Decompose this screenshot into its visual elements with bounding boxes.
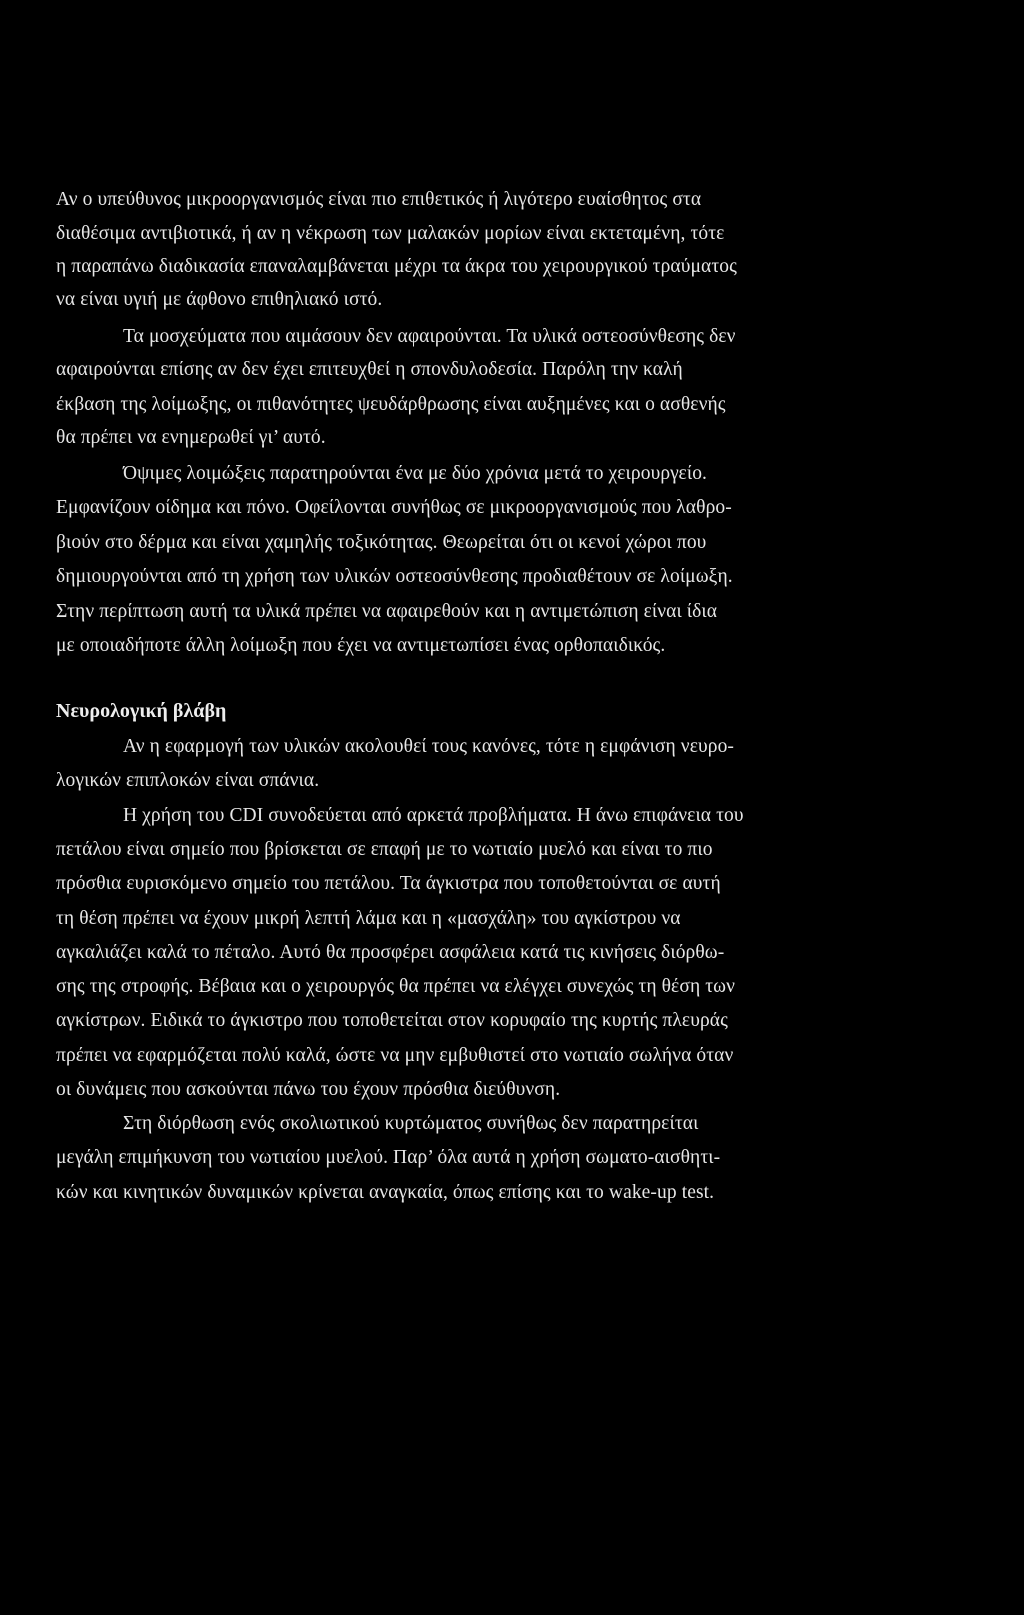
paragraph-line: Τα μοσχεύματα που αιμάσουν δεν αφαιρούνται. Τα υλικά οστεοσύνθεσης δεν — [123, 326, 736, 347]
paragraph-line: τη θέση πρέπει να έχουν μικρή λεπτή λάμα και η «μασχάλη» του αγκίστρου να — [56, 908, 681, 929]
paragraph-line: λογικών επιπλοκών είναι σπάνια. — [56, 770, 320, 791]
paragraph-line: να είναι υγιή με άφθονο επιθηλιακό ιστό. — [56, 289, 383, 310]
paragraph-line: Όψιμες λοιμώξεις παρατηρούνται ένα με δύο χρόνια μετά το χειρουργείο. — [123, 463, 708, 484]
paragraph-line: αφαιρούνται επίσης αν δεν έχει επιτευχθεί η σπονδυλοδεσία. Παρόλη την καλή — [56, 359, 683, 380]
paragraph-line: βιούν στο δέρμα και είναι χαμηλής τοξικότητας. Θεωρείται ότι οι κενοί χώροι που — [56, 532, 707, 553]
paragraph-line: Αν η εφαρμογή των υλικών ακολουθεί τους κανόνες, τότε η εμφάνιση νευρο- — [123, 736, 735, 757]
section-heading: Νευρολογική βλάβη — [56, 700, 227, 722]
paragraph-line: κών και κινητικών δυναμικών κρίνεται αναγκαία, όπως επίσης και το wake-up test. — [56, 1182, 715, 1203]
paragraph-line: θα πρέπει να ενημερωθεί γι’ αυτό. — [56, 427, 326, 448]
paragraph-line: έκβαση της λοίμωξης, οι πιθανότητες ψευδάρθρωσης είναι αυξημένες και ο ασθενής — [56, 394, 726, 415]
paragraph-line: πρόσθια ευρισκόμενο σημείο του πετάλου. Τα άγκιστρα που τοποθετούνται σε αυτή — [56, 873, 721, 894]
paragraph-line: με οποιαδήποτε άλλη λοίμωξη που έχει να αντιμετωπίσει ένας ορθοπαιδικός. — [56, 635, 666, 656]
paragraph-line: οι δυνάμεις που ασκούνται πάνω του έχουν πρόσθια διεύθυνση. — [56, 1079, 561, 1100]
paragraph-line: σης της στροφής. Βέβαια και ο χειρουργός θα πρέπει να ελέγχει συνεχώς τη θέση των — [56, 976, 736, 997]
paragraph-line: Η χρήση του CDI συνοδεύεται από αρκετά προβλήματα. Η άνω επιφάνεια του — [123, 805, 744, 826]
paragraph-line: πετάλου είναι σημείο που βρίσκεται σε επαφή με το νωτιαίο μυελό και είναι το πιο — [56, 839, 713, 860]
paragraph-line: αγκαλιάζει καλά το πέταλο. Αυτό θα προσφέρει ασφάλεια κατά τις κινήσεις διόρθω- — [56, 942, 725, 963]
paragraph-line: πρέπει να εφαρμόζεται πολύ καλά, ώστε να μην εμβυθιστεί στο νωτιαίο σωλήνα όταν — [56, 1045, 734, 1066]
paragraph-line: δημιουργούνται από τη χρήση των υλικών οστεοσύνθεσης προδιαθέτουν σε λοίμωξη. — [56, 566, 733, 587]
paragraph-line: μεγάλη επιμήκυνση του νωτιαίου μυελού. Παρ’ όλα αυτά η χρήση σωματο-αισθητι- — [56, 1147, 721, 1168]
paragraph-line: η παραπάνω διαδικασία επαναλαμβάνεται μέχρι τα άκρα του χειρουργικού τραύματος — [56, 256, 737, 277]
paragraph-line: Στη διόρθωση ενός σκολιωτικού κυρτώματος συνήθως δεν παρατηρείται — [123, 1113, 699, 1134]
paragraph-line: Στην περίπτωση αυτή τα υλικά πρέπει να αφαιρεθούν και η αντιμετώπιση είναι ίδια — [56, 601, 718, 622]
paragraph-line: Αν ο υπεύθυνος μικροοργανισμός είναι πιο επιθετικός ή λιγότερο ευαίσθητος στα — [56, 189, 702, 210]
paragraph-line: αγκίστρων. Ειδικά το άγκιστρο που τοποθετείται στον κορυφαίο της κυρτής πλευράς — [56, 1010, 728, 1031]
paragraph-line: διαθέσιμα αντιβιοτικά, ή αν η νέκρωση των μαλακών μορίων είναι εκτεταμένη, τότε — [56, 223, 725, 244]
paragraph-line: Εμφανίζουν οίδημα και πόνο. Οφείλονται συνήθως σε μικροοργανισμούς που λαθρο- — [56, 497, 732, 518]
